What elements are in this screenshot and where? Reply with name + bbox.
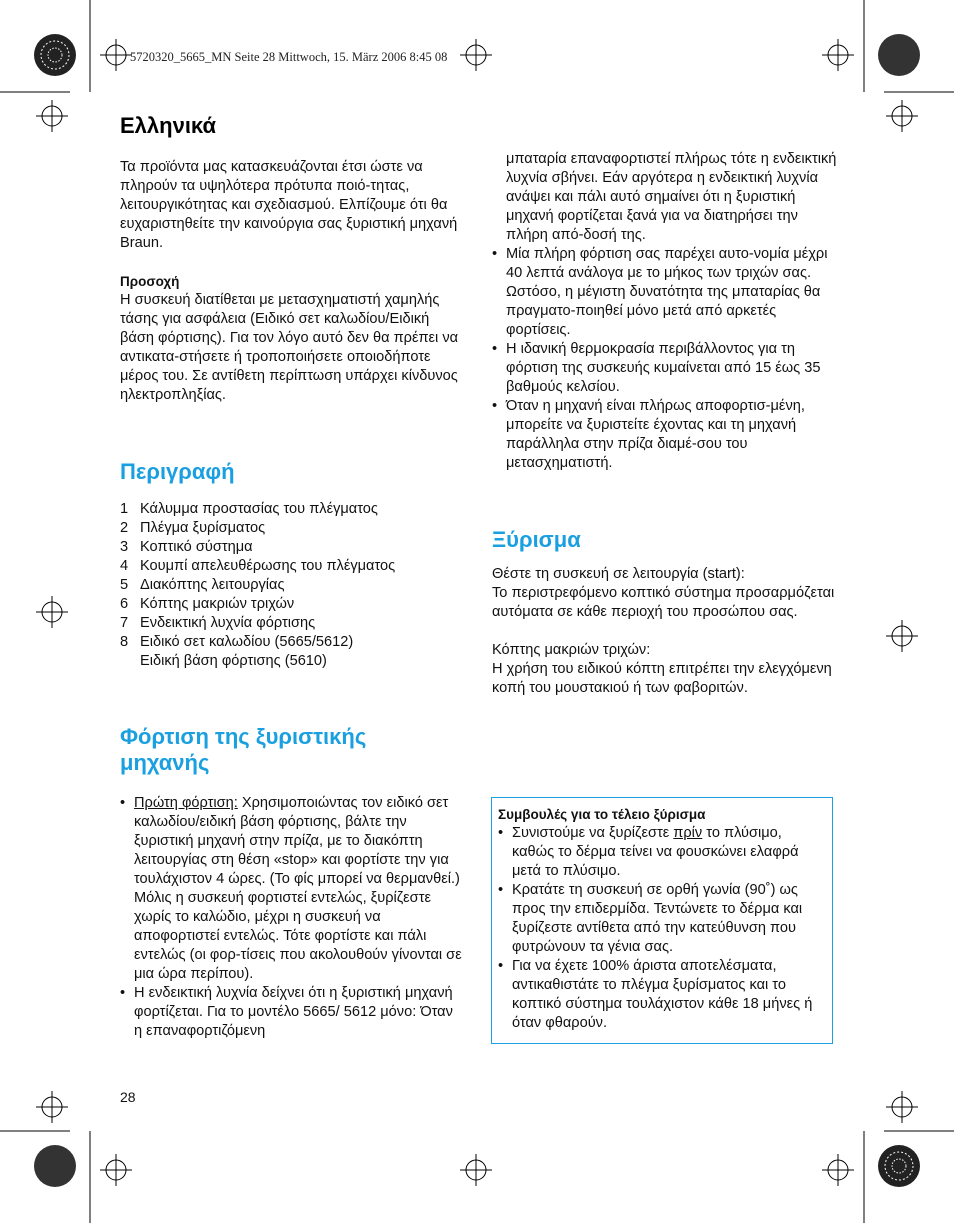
left-column	[120, 112, 465, 1041]
charging-list	[120, 794, 465, 1041]
right-column	[492, 150, 837, 698]
warning-text: Η συσκευή διατίθεται με μετασχηματιστή χαμηλής τάσης για ασφάλεια (Ειδικό σετ καλωδίου/Ειδική βάση φόρτισης). Για τον λόγο αυτό δεν θα πρέπει να αντικατα-στήσετε ή τροποποιήσετε οποιοδήποτε μέρος του. Σε αντίθετη περίπτωση υπάρχει κίνδυνος ηλεκτροπληξίας.	[120, 292, 459, 403]
intro-paragraph: Τα προϊόντα μας κατασκευάζονται έτσι ώστε να πληρούν τα υψηλότερα πρότυπα ποιό-τητας, λειτουργικότητας και σχεδιασμού. Ελπίζουμε ότι θα ευχαριστηθείτε την καινούργια σας ξυριστική μηχανή Braun.	[120, 159, 458, 251]
charging-continued: μπαταρία επαναφορτιστεί πλήρως τότε η ενδεικτική λυχνία σβήνει. Εάν αργότερα η ενδεικτική λυχνία ανάψει και πάλι αυτό σημαίνει ότι η ξυριστική μηχανή φορτίζεται ξανά για να διατηρήσει την πλήρη από-δοσή της.	[506, 151, 837, 243]
list-item: 6 Κόπτης μακριών τριχών	[120, 596, 295, 612]
shaving-para1: Το περιστρεφόμενο κοπτικό σύστημα προσαρμόζεται αυτόματα σε κάθε περιοχή του προσώπου σας.	[492, 585, 835, 620]
tips-box	[491, 797, 833, 1044]
list-item: • Η ιδανική θερμοκρασία περιβάλλοντος για τη φόρτιση της συσκευής κυμαίνεται από 15 έως 35 βαθμούς κελσίου.	[492, 341, 821, 395]
list-item: • Μία πλήρη φόρτιση σας παρέχει αυτο-νομία μέχρι 40 λεπτά ανάλογα με το μήκος των τριχών σας. Ωστόσο, η μέγιστη δυνατότητα της μπαταρίας θα πραγματο-ποιηθεί μόνο μετά από αρκετές φορτίσεις.	[492, 246, 828, 338]
tips-title: Συμβουλές για το τέλειο ξύρισμα	[498, 807, 706, 822]
shaving-para1-line1: Θέστε τη συσκευή σε λειτουργία (start):	[492, 566, 745, 582]
description-heading: Περιγραφή	[120, 459, 235, 484]
page-number: 28	[120, 1089, 136, 1105]
crosshair-icon	[100, 39, 132, 71]
list-item: • Η ενδεικτική λυχνία δείχνει ότι η ξυριστική μηχανή φορτίζεται. Για το μοντέλο 5665/ 5612 μόνο: Όταν η επαναφορτιζόμενη	[120, 985, 453, 1039]
shaving-para2-line1: Κόπτης μακριών τριχών:	[492, 642, 651, 658]
warning-title: Προσοχή	[120, 274, 180, 289]
list-item: • Πρώτη φόρτιση: Χρησιμοποιώντας τον ειδικό σετ καλωδίου/ειδική βάση φόρτισης, βάλτε την ξυριστική μηχανή στην πρίζα, με το διακόπτη λειτουργίας στη θέση «stop» και φορτίστε την για τουλάχιστον 4 ώρες. (Το φίς μπορεί να θερμανθεί.) Μόλις η συσκευή φορτιστεί εντελώς, ξυρίζεστε χωρίς το καλώδιο, μέχρι η συσκευή να αποφορτιστεί εντελώς. Τότε φορτίστε και πάλι εντελώς (οι φορ-τίσεις που ακολουθούν γίνονται σε μια ώρα περίπου).	[120, 795, 462, 982]
tips-list	[498, 824, 826, 1033]
list-item: 1 Κάλυμμα προστασίας του πλέγματος	[120, 501, 378, 517]
list-item: 8 Ειδικό σετ καλωδίου (5665/5612)	[120, 634, 354, 650]
list-item: • Συνιστούμε να ξυρίζεστε πρίν το πλύσιμο, καθώς το δέρμα τείνει να φουσκώνει ελαφρά μετά το πλύσιμο.	[498, 825, 799, 879]
parts-list	[120, 500, 465, 671]
print-header-line: 5720320_5665_MN Seite 28 Mittwoch, 15. März 2006 8:45 08	[130, 50, 448, 64]
list-item: 7 Ενδεικτική λυχνία φόρτισης	[120, 615, 316, 631]
shaving-heading: Ξύρισμα	[492, 527, 581, 552]
list-item: Ειδική βάση φόρτισης (5610)	[140, 653, 327, 669]
language-title: Ελληνικά	[120, 113, 216, 138]
charging-heading: Φόρτιση της ξυριστικής μηχανής	[120, 724, 367, 775]
shaving-para2: Η χρήση του ειδικού κόπτη επιτρέπει την ελεγχόμενη κοπή του μουστακιού ή των φαβοριτών.	[492, 661, 832, 696]
list-item: • Κρατάτε τη συσκευή σε ορθή γωνία (90˚) ως προς την επιδερμίδα. Τεντώνετε το δέρμα και ξυρίζεστε αντίθετα από την κατεύθυνση που φυτρώνουν τα γένια σας.	[498, 882, 803, 955]
list-item: • Για να έχετε 100% άριστα αποτελέσματα, αντικαθιστάτε το πλέγμα ξυρίσματος και το κοπτικό σύστημα τουλάχιστον κάθε 18 μήνες ή όταν φθαρούν.	[498, 958, 813, 1031]
list-item: 4 Κουμπί απελευθέρωσης του πλέγματος	[120, 558, 396, 574]
list-item: 3 Κοπτικό σύστημα	[120, 539, 253, 555]
list-item: • Όταν η μηχανή είναι πλήρως αποφορτισ-μένη, μπορείτε να ξυριστείτε έχοντας και τη μηχανή παράλληλα στην πρίζα διαμέ-σου του μετασχηματιστή.	[492, 398, 805, 471]
starburst-icon	[34, 34, 76, 76]
list-item: 5 Διακόπτης λειτουργίας	[120, 577, 285, 593]
list-item: 2 Πλέγμα ξυρίσματος	[120, 520, 266, 536]
charging-list-continued	[492, 245, 837, 473]
